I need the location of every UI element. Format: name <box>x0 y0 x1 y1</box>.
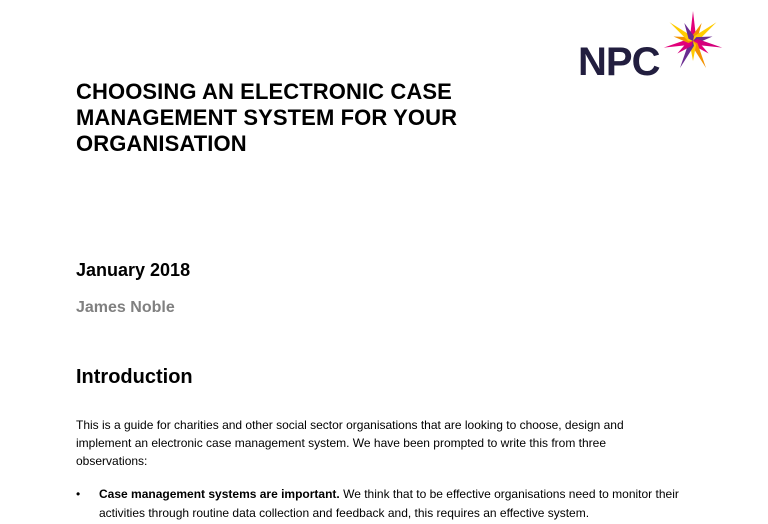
title-line: MANAGEMENT SYSTEM FOR YOUR <box>76 105 458 130</box>
paragraph-line: observations: <box>76 454 148 468</box>
document-author: James Noble <box>76 299 175 316</box>
title-line: ORGANISATION <box>76 131 247 156</box>
starburst-icon <box>662 10 724 72</box>
observations-list <box>76 485 716 523</box>
section-heading-introduction: Introduction <box>76 366 193 388</box>
list-item <box>76 485 716 523</box>
title-line: CHOOSING AN ELECTRONIC CASE <box>76 79 452 104</box>
document-date: January 2018 <box>76 260 191 280</box>
bullet-icon: • <box>76 487 81 501</box>
paragraph-line: This is a guide for charities and other social sector organisations that are looking to choose, design and <box>76 418 624 432</box>
npc-logo-text: NPC <box>578 40 660 84</box>
npc-logo <box>578 10 728 92</box>
document-title <box>76 79 556 157</box>
bullet-text: activities through routine data collection and feedback and, this requires an effective system. <box>99 506 590 520</box>
bullet-text: We think that to be effective organisations need to monitor their <box>339 487 679 501</box>
bullet-lead: Case management systems are important. <box>99 487 340 501</box>
introduction-paragraph <box>76 416 656 470</box>
paragraph-line: implement an electronic case management system. We have been prompted to write this from three <box>76 436 607 450</box>
